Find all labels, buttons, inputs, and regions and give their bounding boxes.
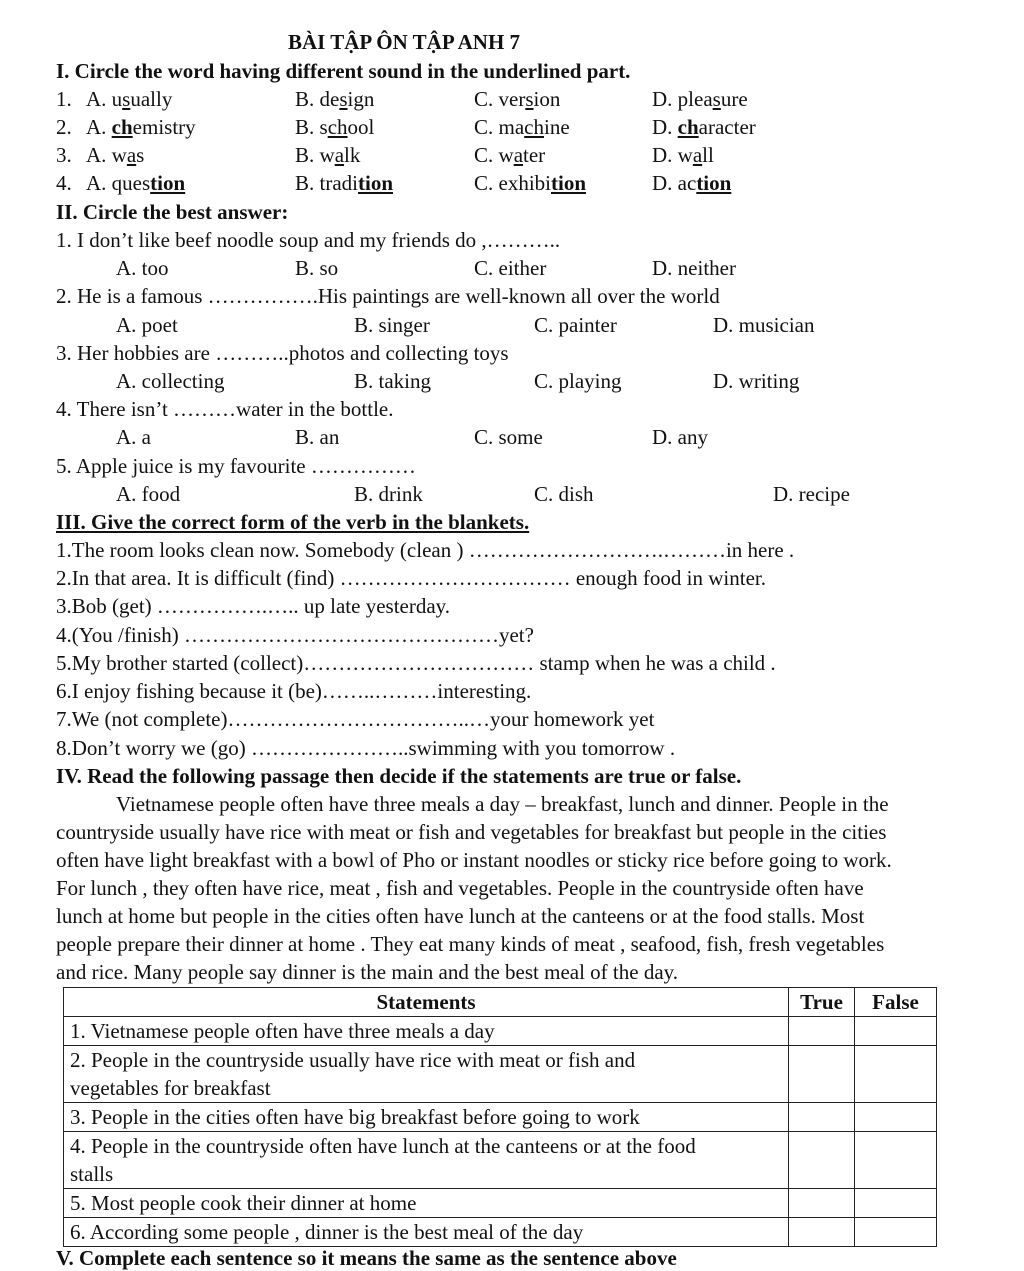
- s1-opt-c: C. water: [474, 143, 546, 167]
- passage-line: people prepare their dinner at home . They eat many kinds of meat , seafood, fish, fresh vegetables: [56, 932, 885, 956]
- s1-opt-c: C. version: [474, 87, 561, 111]
- passage-line: often have light breakfast with a bowl of Pho or instant noodles or sticky rice before going to work.: [56, 848, 892, 872]
- s2-option: C. some: [474, 425, 543, 449]
- s2-question: 5. Apple juice is my favourite ……………: [56, 454, 416, 478]
- s2-question: 4. There isn’t ………water in the bottle.: [56, 397, 394, 421]
- s2-option: A. poet: [116, 313, 178, 337]
- s1-opt-b: B. walk: [295, 143, 361, 167]
- passage-line: and rice. Many people say dinner is the main and the best meal of the day.: [56, 960, 679, 984]
- s3-item: 8.Don’t worry we (go) …………………..swimming with you tomorrow .: [56, 736, 676, 760]
- s2-option: C. playing: [534, 369, 622, 393]
- s2-option: D. musician: [713, 313, 815, 337]
- section-5-heading-cut: V. Complete each sentence so it means the same as the sentence above: [56, 1246, 677, 1270]
- s3-item: 7.We (not complete)……………………………..…your homework yet: [56, 707, 655, 731]
- s1-opt-d: D. wall: [652, 143, 714, 167]
- s3-item: 3.Bob (get) …………….….. up late yesterday.: [56, 594, 451, 618]
- s2-option: B. so: [295, 256, 339, 280]
- false-cell[interactable]: [855, 1017, 937, 1046]
- s2-option: A. a: [116, 425, 151, 449]
- statement-cell: 1. Vietnamese people often have three meals a day: [64, 1017, 789, 1046]
- table-row: [64, 1103, 937, 1132]
- s2-option: C. dish: [534, 482, 594, 506]
- s2-option: D. any: [652, 425, 708, 449]
- header-false: False: [855, 988, 937, 1017]
- passage-line: lunch at home but people in the cities often have lunch at the canteens or at the food stalls. Most: [56, 904, 865, 928]
- true-cell[interactable]: [789, 1046, 855, 1103]
- s1-opt-b: B. school: [295, 115, 375, 139]
- s2-option: A. too: [116, 256, 169, 280]
- false-cell[interactable]: [855, 1046, 937, 1103]
- false-cell[interactable]: [855, 1103, 937, 1132]
- s2-option: B. an: [295, 425, 340, 449]
- false-cell[interactable]: [855, 1189, 937, 1218]
- statement-cell: 4. People in the countryside often have lunch at the canteens or at the food stalls: [64, 1132, 789, 1189]
- false-cell[interactable]: [855, 1218, 937, 1247]
- section-4-heading: IV. Read the following passage then decide if the statements are true or false.: [56, 764, 742, 788]
- s1-opt-a: A. question: [86, 171, 186, 195]
- section-3-heading: III. Give the correct form of the verb in the blankets.: [56, 510, 530, 534]
- page-title: BÀI TẬP ÔN TẬP ANH 7: [288, 30, 521, 54]
- table-row: [64, 1046, 937, 1103]
- s3-item: 5.My brother started (collect)…………………………… stamp when he was a child .: [56, 651, 776, 675]
- true-cell[interactable]: [789, 1218, 855, 1247]
- s2-option: B. drink: [354, 482, 423, 506]
- table-row: [64, 1132, 937, 1189]
- statements-table: [63, 987, 937, 1247]
- s1-opt-a: A. was: [86, 143, 145, 167]
- section-2-heading: II. Circle the best answer:: [56, 200, 289, 224]
- s3-item: 6.I enjoy fishing because it (be)……..………interesting.: [56, 679, 532, 703]
- passage-line: countryside usually have rice with meat or fish and vegetables for breakfast but people in the cities: [56, 820, 887, 844]
- s1-opt-a: A. chemistry: [86, 115, 196, 139]
- s2-option: D. neither: [652, 256, 736, 280]
- true-cell[interactable]: [789, 1132, 855, 1189]
- table-row: [64, 1218, 937, 1247]
- s1-opt-d: D. action: [652, 171, 732, 195]
- s2-option: C. either: [474, 256, 547, 280]
- statement-cell: 5. Most people cook their dinner at home: [64, 1189, 789, 1218]
- s2-option: A. food: [116, 482, 181, 506]
- s1-num: 1.: [56, 87, 72, 111]
- section-1-heading: I. Circle the word having different sound in the underlined part.: [56, 59, 631, 83]
- s2-option: C. painter: [534, 313, 617, 337]
- s1-num: 2.: [56, 115, 72, 139]
- true-cell[interactable]: [789, 1103, 855, 1132]
- true-cell[interactable]: [789, 1189, 855, 1218]
- statement-cell: 6. According some people , dinner is the best meal of the day: [64, 1218, 789, 1247]
- s2-option: A. collecting: [116, 369, 225, 393]
- passage-line: For lunch , they often have rice, meat , fish and vegetables. People in the countryside often have: [56, 876, 864, 900]
- s2-option: D. writing: [713, 369, 800, 393]
- s2-option: B. singer: [354, 313, 430, 337]
- s1-opt-c: C. machine: [474, 115, 570, 139]
- true-cell[interactable]: [789, 1017, 855, 1046]
- s1-opt-b: B. tradition: [295, 171, 394, 195]
- s3-item: 2.In that area. It is difficult (find) …………………………… enough food in winter.: [56, 566, 766, 590]
- statement-cell: 2. People in the countryside usually have rice with meat or fish and vegetables for breakfast: [64, 1046, 789, 1103]
- s1-num: 4.: [56, 171, 72, 195]
- statement-cell: 3. People in the cities often have big breakfast before going to work: [64, 1103, 789, 1132]
- s1-opt-b: B. design: [295, 87, 375, 111]
- s2-option: B. taking: [354, 369, 431, 393]
- s1-opt-d: D. character: [652, 115, 756, 139]
- table-header-row: [64, 988, 937, 1017]
- passage-line: Vietnamese people often have three meals a day – breakfast, lunch and dinner. People in the: [116, 792, 889, 816]
- s1-opt-a: A. usually: [86, 87, 173, 111]
- s3-item: 4.(You /finish) ………………………………………yet?: [56, 623, 534, 647]
- s2-question: 2. He is a famous …………….His paintings are well-known all over the world: [56, 284, 720, 308]
- s3-item: 1.The room looks clean now. Somebody (clean ) ……………………….………in here .: [56, 538, 795, 562]
- false-cell[interactable]: [855, 1132, 937, 1189]
- table-row: [64, 1189, 937, 1218]
- header-true: True: [789, 988, 855, 1017]
- s1-num: 3.: [56, 143, 72, 167]
- header-statements: Statements: [64, 988, 789, 1017]
- s2-question: 1. I don’t like beef noodle soup and my friends do ,………..: [56, 228, 561, 252]
- s1-opt-c: C. exhibition: [474, 171, 587, 195]
- table-row: [64, 1017, 937, 1046]
- s1-opt-d: D. pleasure: [652, 87, 748, 111]
- s2-option: D. recipe: [773, 482, 850, 506]
- s2-question: 3. Her hobbies are ………..photos and collecting toys: [56, 341, 509, 365]
